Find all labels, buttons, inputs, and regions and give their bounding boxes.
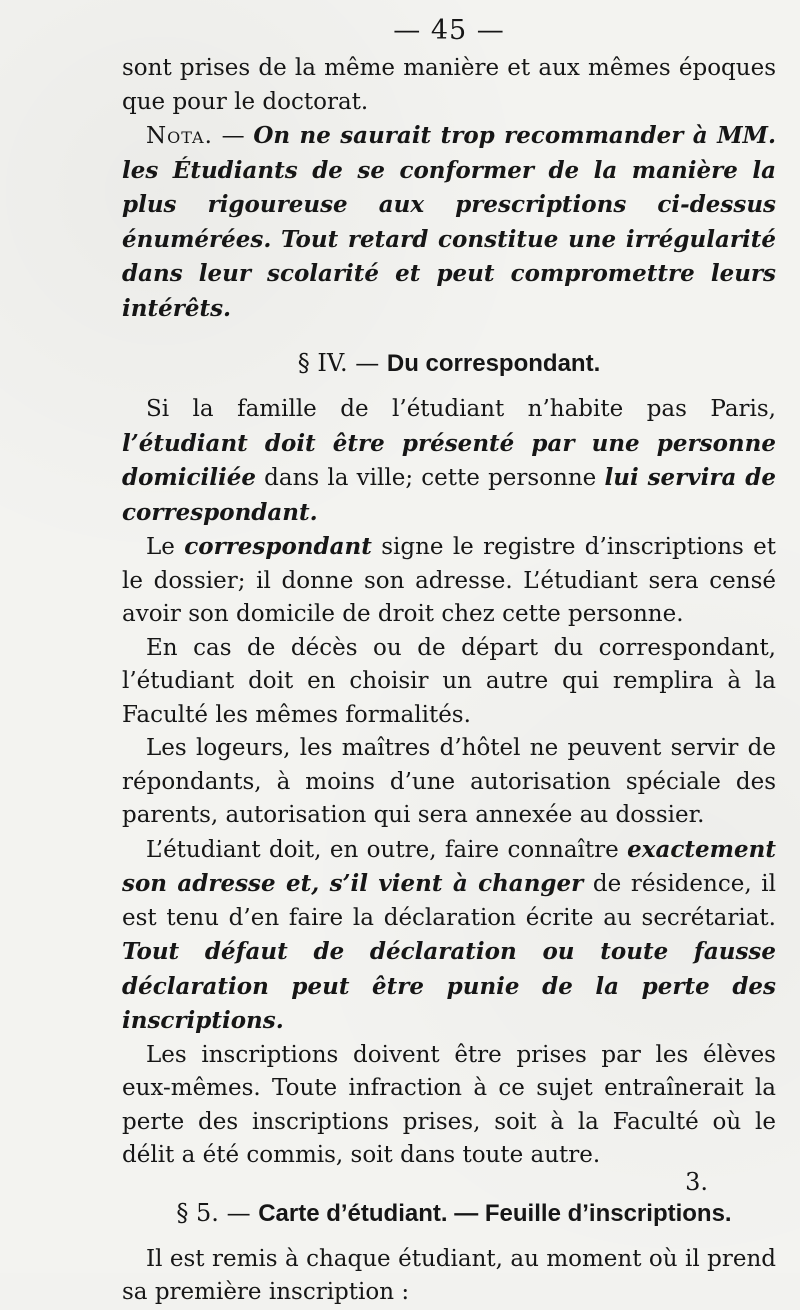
paragraph-remittance: Il est remis à chaque étudiant, au moment où il prend sa première inscription : [122,1245,776,1305]
section-iv-title: Du correspondant. [386,350,601,377]
paragraph-correspondent-a: Le [146,534,185,560]
paragraph-correspondent-b: correspondant [184,533,372,560]
paragraph-correspondent-c: signe le registre d’inscriptions et le dossier; il donne son adresse. L’étudiant sera censé avoir son domicile de droit chez cette personne. [122,534,776,627]
paragraph-address-b: exactement son adresse et, s’il vient à changer [122,835,776,897]
paragraph-family-c: dans la ville; cette personne [255,465,605,491]
paragraph-death-departure: En cas de décès ou de départ du correspondant, l’étudiant doit en choisir un autre qui remplira à la Faculté les mêmes formalités. [122,634,776,728]
nota-paragraph [122,119,776,326]
paragraph-family [122,393,776,530]
paragraph-address-c: de résidence, il est tenu d’en faire la déclaration écrite au secrétariat. [122,871,776,931]
paragraph-address-a: L’étudiant doit, en outre, faire connaître [146,836,628,863]
nota-text: On ne saurait trop recommander à MM. les Étudiants de se conformer de la manière la plus rigoureuse aux prescriptions ci-dessus énumérées. Tout retard constitue une irrégularité dans leur scolarité et peut compromettre leurs intérêts. [122,122,776,322]
nota-dash: — [212,123,254,149]
paragraph-family-d: lui servira de correspondant. [122,464,776,526]
section-5-heading [132,1197,776,1230]
intro-text: sont prises de la même manière et aux mêmes époques que pour le doctorat. [122,55,776,115]
paragraph-correspondent [122,530,776,632]
paragraph-family-a: Si la famille de l’étudiant n’habite pas Paris, [146,396,776,422]
paragraph-lodgers: Les logeurs, les maîtres d’hôtel ne peuvent servir de répondants, à moins d’une autorisation spéciale des parents, autorisation qui sera annexée au dossier. [122,735,776,828]
signature-mark: 3. [685,1168,708,1196]
paragraph-address-d: Tout défaut de déclaration ou toute fausse déclaration peut être punie de la perte des inscriptions. [122,938,776,1034]
paragraph-inscriptions: Les inscriptions doivent être prises par les élèves eux-mêmes. Toute infraction à ce sujet entraînerait la perte des inscriptions prises, soit à la Faculté où le délit a été commis, soit dans toute autre. [122,1041,776,1168]
section-5-title: Carte d’étudiant. — Feuille d’inscriptions. [258,1199,732,1227]
paragraph-address [122,833,776,1039]
section-5-prefix: § 5. — [176,1198,259,1227]
page-number: — 45 — [393,15,505,46]
section-iv-prefix: § IV. — [297,349,387,377]
paragraph-family-b: l’étudiant doit être présenté par une personne domiciliée [122,429,776,491]
section-iv-heading [122,347,776,380]
nota-label: Nota. [146,123,213,149]
intro-paragraph [122,52,776,119]
